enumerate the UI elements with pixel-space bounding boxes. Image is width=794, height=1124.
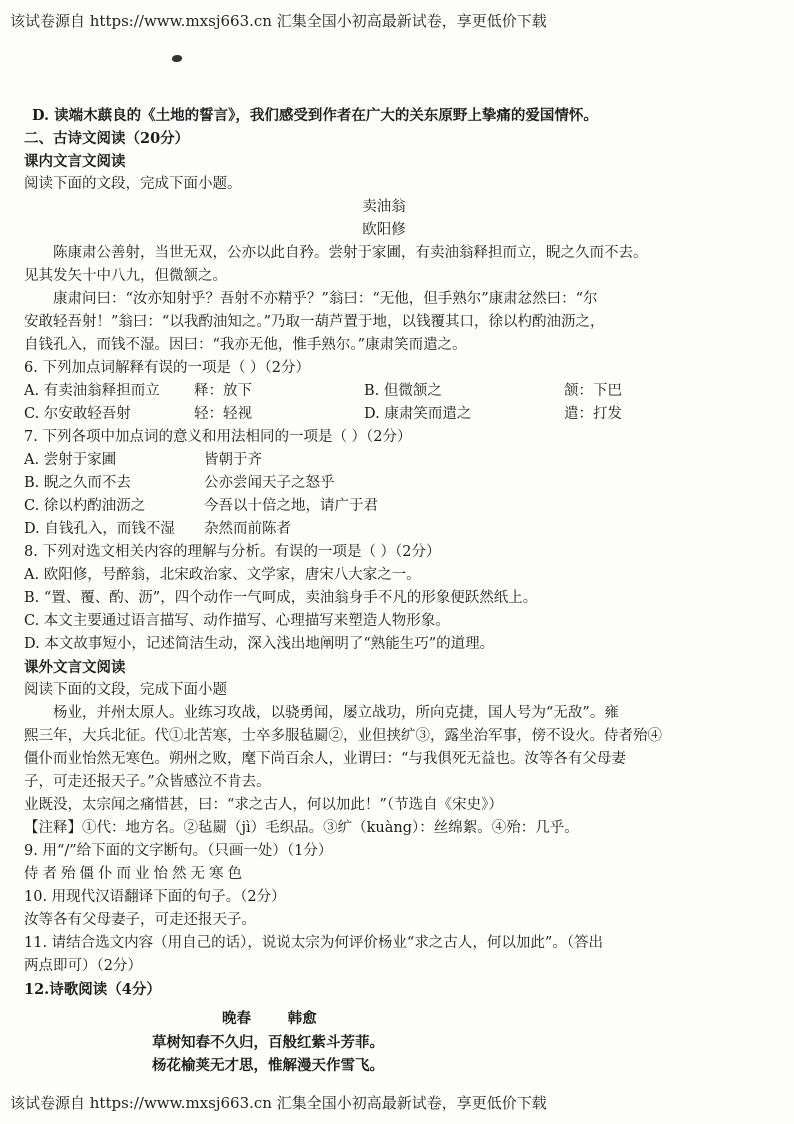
question-12: 12.诗歌阅读（4分） (24, 981, 161, 998)
question-7: 7. 下列各项中加点词的意义和用法相同的一项是（ ）（2分） (24, 429, 412, 445)
exam-page (24, 104, 764, 1077)
inner-reading-heading: 课内文言文阅读 (24, 153, 126, 170)
q6-option: D. 康肃笑而遣之 (364, 406, 472, 422)
poem-title: 晚春 (222, 1010, 251, 1027)
q7-option (24, 472, 764, 495)
q8-option: B. “置、覆、酌、沥”，四个动作一气呵成，卖油翁身手不凡的形象便跃然纸上。 (24, 590, 538, 606)
passage-author: 欧阳修 (362, 222, 406, 238)
question-9: 9. 用“/”给下面的文字断句。（只画一处）（1分） (24, 843, 333, 859)
q7-option (24, 518, 764, 541)
q6-option: C. 尔安敢轻吾射 (24, 406, 131, 422)
passage-paragraph: 杨业，并州太原人。业练习攻战，以骁勇闻，屡立战功，所向克捷，国人号为“无敌”。雍 (53, 705, 619, 721)
poem-author: 韩愈 (287, 1010, 317, 1027)
passage-paragraph: 自钱孔入，而钱不湿。因曰：“我亦无他，惟手熟尔。”康肃笑而遣之。 (24, 337, 467, 353)
q9-sentence: 侍者殆僵仆而业怡然无寒色 (24, 866, 246, 882)
passage-paragraph: 陈康肃公善射，当世无双，公亦以此自矜。尝射于家圃，有卖油翁释担而立，睨之久而不去。 (53, 245, 648, 261)
q7-option-right: 今吾以十倍之地，请广于君 (204, 498, 378, 514)
q7-option-left: A. 尝射于家圃 (24, 452, 117, 468)
scan-speck (172, 55, 182, 62)
question-8: 8. 下列对选文相关内容的理解与分析。有误的一项是（ ）（2分） (24, 544, 441, 560)
source-banner-bottom: 该试卷源自 https://www.mxsj663.cn 汇集全国小初高最新试卷，享更低价下载 (10, 1094, 547, 1112)
question-11: 11. 请结合选文内容（用自己的话），说说太宗为何评价杨业“求之古人，何以加此”。（答出 (24, 935, 603, 951)
annotation-note: 【注释】①代：地方名。②毡罽（jì）毛织品。③纩（kuàng）：丝绵絮。④殆：几乎。 (24, 820, 579, 836)
poem-line: 杨花榆荚无才思，惟解漫天作雪飞。 (152, 1057, 384, 1074)
passage-paragraph: 业既没，太宗闻之痛惜甚，曰：“求之古人，何以加此！”（节选自《宋史》） (24, 797, 503, 813)
q6-option-gloss: 轻：轻视 (194, 406, 252, 422)
q8-option: D. 本文故事短小，记述简洁生动，深入浅出地阐明了“熟能生巧”的道理。 (24, 636, 495, 652)
q6-option: A. 有卖油翁释担而立 (24, 383, 160, 399)
q6-option-gloss: 释：放下 (194, 383, 252, 399)
q6-option-gloss: 遣：打发 (564, 406, 622, 422)
question-10: 10. 用现代汉语翻译下面的句子。（2分） (24, 889, 286, 905)
source-banner-top: 该试卷源自 https://www.mxsj663.cn 汇集全国小初高最新试卷，享更低价下载 (10, 12, 547, 30)
poem-line: 草树知春不久归，百般红紫斗芳菲。 (152, 1034, 384, 1051)
passage-paragraph: 康肃问曰：“汝亦知射乎？吾射不亦精乎？”翁曰：“无他，但手熟尔”康肃忿然曰：“尔 (53, 291, 598, 307)
poem-heading (24, 1007, 764, 1031)
passage-paragraph: 安敢轻吾射！”翁曰：“以我酌油知之。”乃取一葫芦置于地，以钱覆其口，徐以杓酌油沥之， (24, 314, 605, 330)
q7-option-right: 公亦尝闻天子之怒乎 (204, 475, 335, 491)
question-11-cont: 两点即可）（2分） (24, 958, 142, 974)
q7-option-right: 杂然而前陈者 (204, 521, 291, 537)
q8-option: A. 欧阳修，号醉翁，北宋政治家、文学家，唐宋八大家之一。 (24, 567, 421, 583)
option-d-previous: D. 读端木蕻良的《土地的誓言》，我们感受到作者在广大的关东原野上挚痛的爱国情怀。 (32, 107, 598, 124)
q7-option (24, 449, 764, 472)
passage-paragraph: 僵仆而业怡然无寒色。朔州之败，麾下尚百余人，业谓曰：“与我俱死无益也。汝等各有父母妻 (24, 751, 626, 767)
q6-option: B. 但微颔之 (364, 383, 442, 399)
passage-paragraph: 熙三年，大兵北征。代①北苦寒，士卒多服毡罽②，业但挟纩③，露坐治军事，傍不设火。侍者殆④ (24, 728, 662, 744)
q8-option: C. 本文主要通过语言描写、动作描写、心理描写来塑造人物形象。 (24, 613, 450, 629)
q7-option-left: C. 徐以杓酌油沥之 (24, 498, 146, 514)
q6-options-row (24, 380, 764, 403)
q7-option (24, 495, 764, 518)
q10-sentence: 汝等各有父母妻子，可走还报天子。 (24, 912, 256, 928)
passage-paragraph: 见其发矢十中八九，但微颔之。 (24, 268, 227, 284)
q7-option-right: 皆朝于齐 (204, 452, 262, 468)
passage-paragraph: 子，可走还报天子。”众皆感泣不肯去。 (24, 774, 271, 790)
q7-option-left: B. 睨之久而不去 (24, 475, 131, 491)
q7-option-left: D. 自钱孔入，而钱不湿 (24, 521, 175, 537)
inner-reading-intro: 阅读下面的文段，完成下面小题。 (24, 176, 242, 192)
outer-reading-intro: 阅读下面的文段，完成下面小题 (24, 682, 227, 698)
section-heading: 二、古诗文阅读（20分） (24, 130, 190, 147)
outer-reading-heading: 课外文言文阅读 (24, 659, 126, 676)
q6-options-row (24, 403, 764, 426)
q6-option-gloss: 颔：下巴 (564, 383, 622, 399)
passage-title: 卖油翁 (362, 199, 406, 215)
question-6: 6. 下列加点词解释有误的一项是（ ）（2分） (24, 360, 311, 376)
